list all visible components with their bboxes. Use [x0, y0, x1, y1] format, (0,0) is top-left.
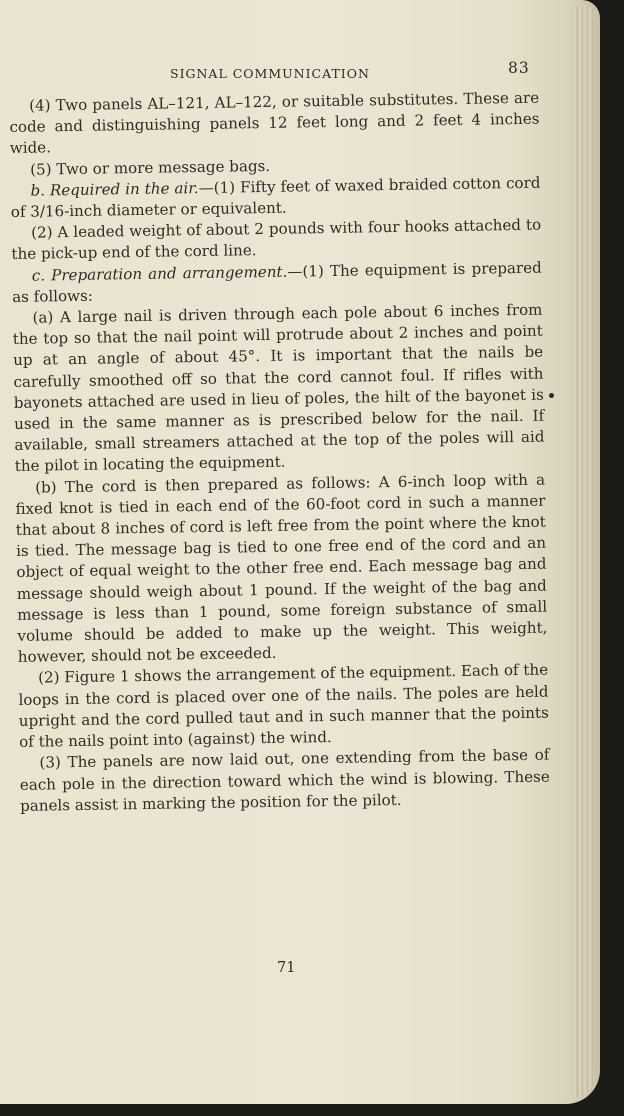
paragraph: c. Preparation and arrangement.—(1) The equipment is prepared as follows: [12, 258, 542, 306]
running-title: SIGNAL COMMUNICATION [170, 66, 370, 81]
paragraph: (a) A large nail is driven through each pole about 6 inches from the top so that the nail point will protrude about 2 inches and point up at an angle of about 45°. It is important that the nails be carefully smoothed off so that the cord cannot foul. If rifles with bayonets attached are used in lieu of poles, the hilt of the bayonet is used in the same manner as is prescribed below for the nail. If available, small streamers attached at the top of the poles will aid the pilot in locating the equipment. [12, 300, 545, 476]
paragraph: (4) Two panels AL–121, AL–122, or suitable substitutes. These are code and distinguishing panels 12 feet long and 2 feet 4 inches wide. [9, 88, 540, 158]
paragraph: (3) The panels are now laid out, one extending from the base of each pole in the direction toward which the wind is blowing. These panels assist in marking the position for the pilot. [19, 745, 550, 815]
paragraph: (5) Two or more message bags. [30, 156, 271, 179]
paragraph: (b) The cord is then prepared as follows: A 6-inch loop with a fixed knot is tied in each end of the 60-foot cord in such a manner that about 8 inches of cord is left free from the point where the knot is tied. The message bag is tied to one free end of the cord and an object of equal weight to the other free end. Each message bag and message should weigh about 1 pound. If the weight of the bag and message is less than 1 pound, some foreign substance of small volume should be added to make up the weight. This weight, however, should not be exceeded. [15, 470, 548, 667]
page-edge [574, 6, 594, 1098]
page-number: 83 [508, 59, 530, 77]
subsection-heading: b. Required in the air. [30, 178, 199, 200]
folio: 71 [277, 960, 296, 976]
ink-dot [549, 393, 554, 398]
body-text [9, 88, 550, 817]
subsection-heading: c. Preparation and arrangement. [31, 262, 288, 285]
paragraph: (2) A leaded weight of about 2 pounds with four hooks attached to the pick-up end of the cord line. [11, 215, 542, 264]
paragraph: b. Required in the air.—(1) Fifty feet of waxed braided cotton cord of 3/16-inch diameter or equivalent. [10, 173, 541, 222]
paragraph: (2) Figure 1 shows the arrangement of the equipment. Each of the loops in the cord is placed over one of the nails. The poles are held upright and the cord pulled taut and in such manner that the points of the nails point into (against) the wind. [18, 661, 549, 752]
